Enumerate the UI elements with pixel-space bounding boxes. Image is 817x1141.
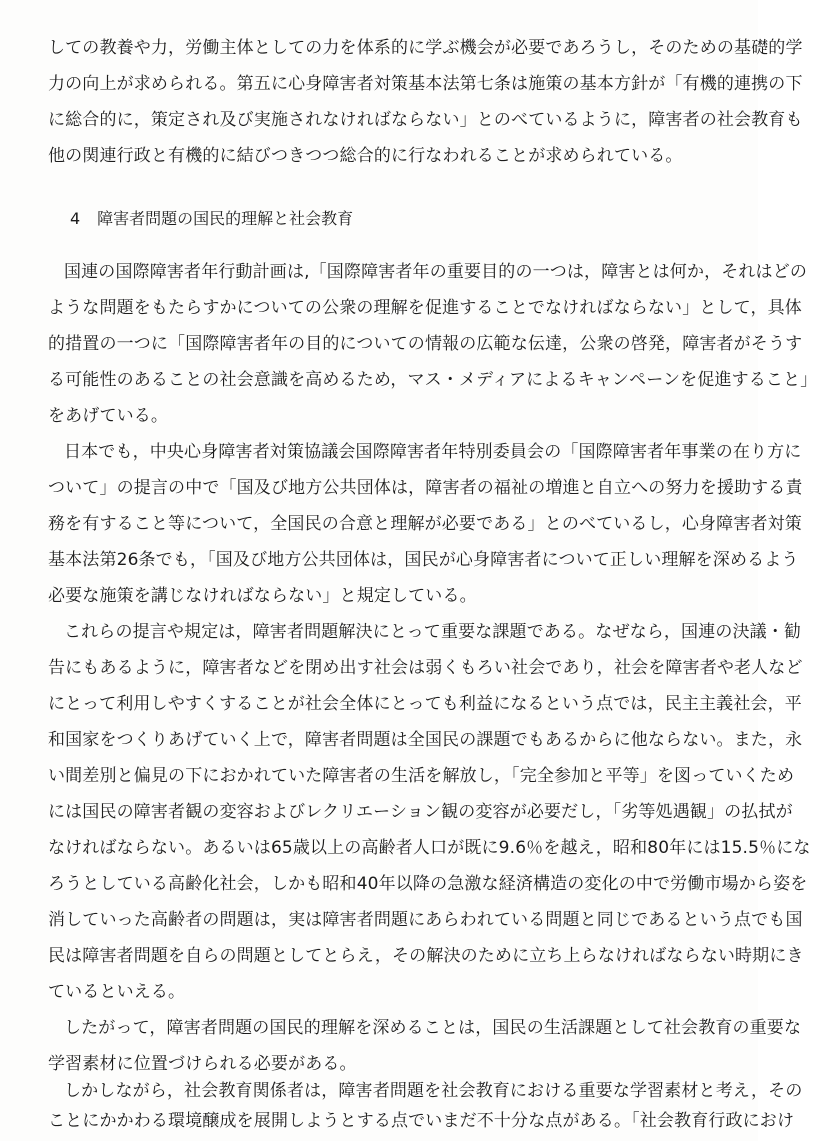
section-number: 4 bbox=[70, 209, 81, 228]
text-line: に総合的に，策定され及び実施されなければならない」とのべているように，障害者の社会教育も bbox=[48, 110, 803, 130]
text-line: る可能性のあることの社会意識を高めるため，マス・メディアによるキャンペーンを促進すること」 bbox=[48, 370, 817, 390]
text-line: 国連の国際障害者年行動計画は,「国際障害者年の重要目的の一つは，障害とは何か，それはどの bbox=[64, 262, 808, 282]
section-heading bbox=[70, 205, 353, 233]
text-line: しかしながら，社会教育関係者は，障害者問題を社会教育における重要な学習素材と考え，その bbox=[64, 1081, 803, 1101]
text-line: 必要な施策を講じなければならない」と規定している。 bbox=[48, 586, 477, 606]
text-line: 告にもあるように，障害者などを閉め出す社会は弱くもろい社会であり，社会を障害者や老人など bbox=[48, 658, 803, 678]
text-line: 和国家をつくりあげていく上で，障害者問題は全国民の課題でもあるからに他ならない。また，永 bbox=[48, 730, 803, 750]
text-line: 務を有すること等について，全国民の合意と理解が必要である」とのべているし，心身障害者対策 bbox=[48, 514, 802, 534]
text-line: 学習素材に位置づけられる必要がある。 bbox=[48, 1054, 357, 1074]
text-line: ろうとしている高齢化社会，しかも昭和40年以降の急激な経済構造の変化の中で労働市場から姿を bbox=[48, 874, 808, 894]
text-line: なければならない。あるいは65歳以上の高齢者人口が既に9.6％を越え，昭和80年には15.5％にな bbox=[48, 838, 811, 858]
text-line: 消していった高齢者の問題は，実は障害者問題にあらわれている問題と同じであるという点でも国 bbox=[48, 910, 803, 930]
text-line: 的措置の一つに「国際障害者年の目的についての情報の広範な伝達，公衆の啓発，障害者がそうす bbox=[48, 334, 803, 354]
text-line: ような問題をもたらすかについての公衆の理解を促進することでなければならない」として，具体 bbox=[48, 298, 802, 318]
text-line: これらの提言や規定は，障害者問題解決にとって重要な課題である。なぜなら，国連の決議・勧 bbox=[64, 622, 802, 642]
text-line: をあげている。 bbox=[48, 406, 169, 426]
text-line: ているといえる。 bbox=[48, 982, 186, 1002]
text-line: ことにかかわる環境醸成を展開しようとする点でいまだ不十分な点がある。「社会教育行政におけ bbox=[48, 1111, 795, 1131]
text-line: にとって利用しやすくすることが社会全体にとっても利益になるという点では，民主主義社会，平 bbox=[48, 694, 802, 714]
text-line: 他の関連行政と有機的に結びつきつつ総合的に行なわれることが求められている。 bbox=[48, 146, 683, 166]
text-line: 日本でも，中央心身障害者対策協議会国際障害者年特別委員会の「国際障害者年事業の在り方に bbox=[64, 442, 802, 462]
text-line: 民は障害者問題を自らの問題としてとらえ，その解決のために立ち上らなければならない時期にき bbox=[48, 946, 804, 966]
section-title: 障害者問題の国民的理解と社会教育 bbox=[97, 209, 354, 228]
text-line: ついて」の提言の中で「国及び地方公共団体は，障害者の福祉の増進と自立への努力を援助する責 bbox=[48, 478, 803, 498]
text-line: 力の向上が求められる。第五に心身障害者対策基本法第七条は施策の基本方針が「有機的連携の下 bbox=[48, 74, 803, 94]
text-line: したがって，障害者問題の国民的理解を深めることは，国民の生活課題として社会教育の重要な bbox=[64, 1018, 802, 1038]
text-line: い間差別と偏見の下におかれていた障害者の生活を解放し，「完全参加と平等」を図っていくため bbox=[48, 766, 795, 786]
text-line: しての教養や力，労働主体としての力を体系的に学ぶ機会が必要であろうし，そのための基礎的学 bbox=[48, 38, 803, 58]
text-line: 基本法第26条でも，「国及び地方公共団体は，国民が心身障害者について正しい理解を深めるよう bbox=[48, 550, 799, 570]
text-line: には国民の障害者観の変容およびレクリエーション観の変容が必要だし，「劣等処遇観」の払拭が bbox=[48, 802, 793, 822]
